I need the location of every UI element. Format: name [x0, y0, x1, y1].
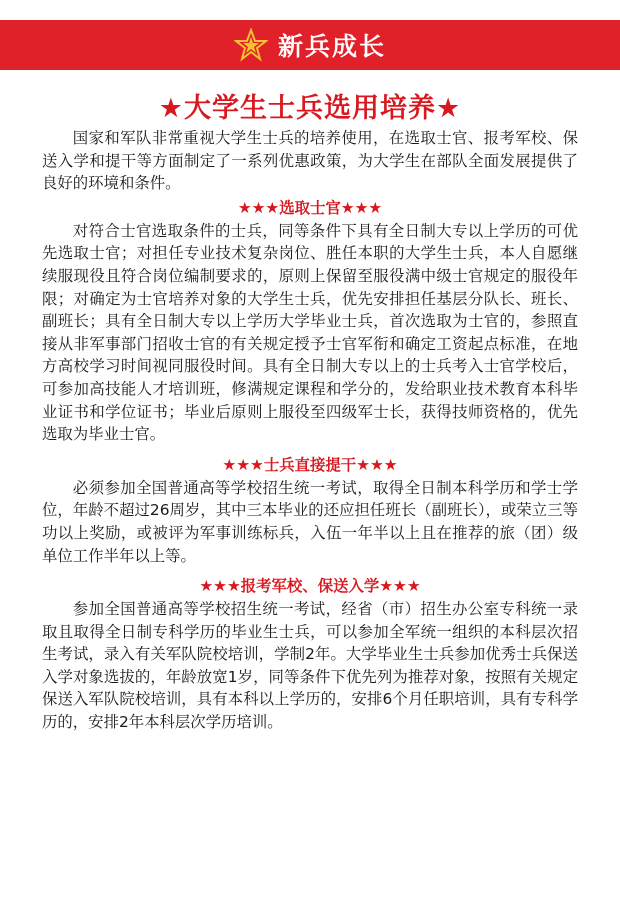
section-heading-military-academy: ★★★报考军校、保送入学★★★ [199, 577, 421, 596]
article-title: ★大学生士兵选用培养★ [158, 93, 462, 124]
section-heading-direct-promotion: ★★★士兵直接提干★★★ [222, 455, 398, 474]
section-heading-nco-selection: ★★★选取士官★★★ [237, 198, 383, 217]
section-body-nco-selection: 对符合士官选取条件的士兵，同等条件下具有全日制大专以上学历的可优先选取士官；对担任专业技术复杂岗位、胜任本职的大学生士兵，本人自愿继续服现役且符合岗位编制要求的，原则上保留至服役满中级士官规定的服役年限；对确定为士官培养对象的大学生士兵，优先安排担任基层分队长、班长、副班长；具有全日制大专以上学历大学毕业士兵，首次选取为士官的，参照直接从非军事部门招收士官的有关规定授予士官军衔和确定工资起点标准，在地方高校学习时间视同服役时间。具有全日制大专以上的士兵考入士官学校后，可参加高技能人才培训班，修满规定课程和学分的，发给职业技术教育本科毕业证书和学位证书；毕业后原则上服役至四级军士长，获得技师资格的，优先选取为毕业士官。 [42, 221, 578, 444]
section-body-direct-promotion: 必须参加全国普通高等学校招生统一考试，取得全日制本科学历和学士学位，年龄不超过26周岁，其中三本毕业的还应担任班长（副班长），或荣立三等功以上奖励，或被评为军事训练标兵，入伍一年半以上且在推荐的旅（团）级单位工作半年以上等。 [42, 478, 578, 565]
header-banner [0, 20, 620, 70]
intro-paragraph: 国家和军队非常重视大学生士兵的培养使用，在选取士官、报考军校、保送入学和提干等方面制定了一系列优惠政策，为大学生在部队全面发展提供了良好的环境和条件。 [42, 129, 578, 193]
header-title: 新兵成长 [277, 32, 386, 61]
section-body-military-academy: 参加全国普通高等学校招生统一考试，经省（市）招生办公室专科统一录取且取得全日制专科学历的毕业生士兵，可以参加全军统一组织的本科层次招生考试，录入有关军队院校培训，学制2年。大学毕业生士兵参加优秀士兵保送入学对象选拔的，年龄放宽1岁，同等条件下优先列为推荐对象，按照有关规定保送入军队院校培训，具有本科以上学历的，安排6个月任职培训，具有专科学历的，安排2年本科层次学历培训。 [42, 600, 578, 732]
article-body [42, 127, 578, 734]
army-star-emblem-icon [234, 28, 268, 62]
